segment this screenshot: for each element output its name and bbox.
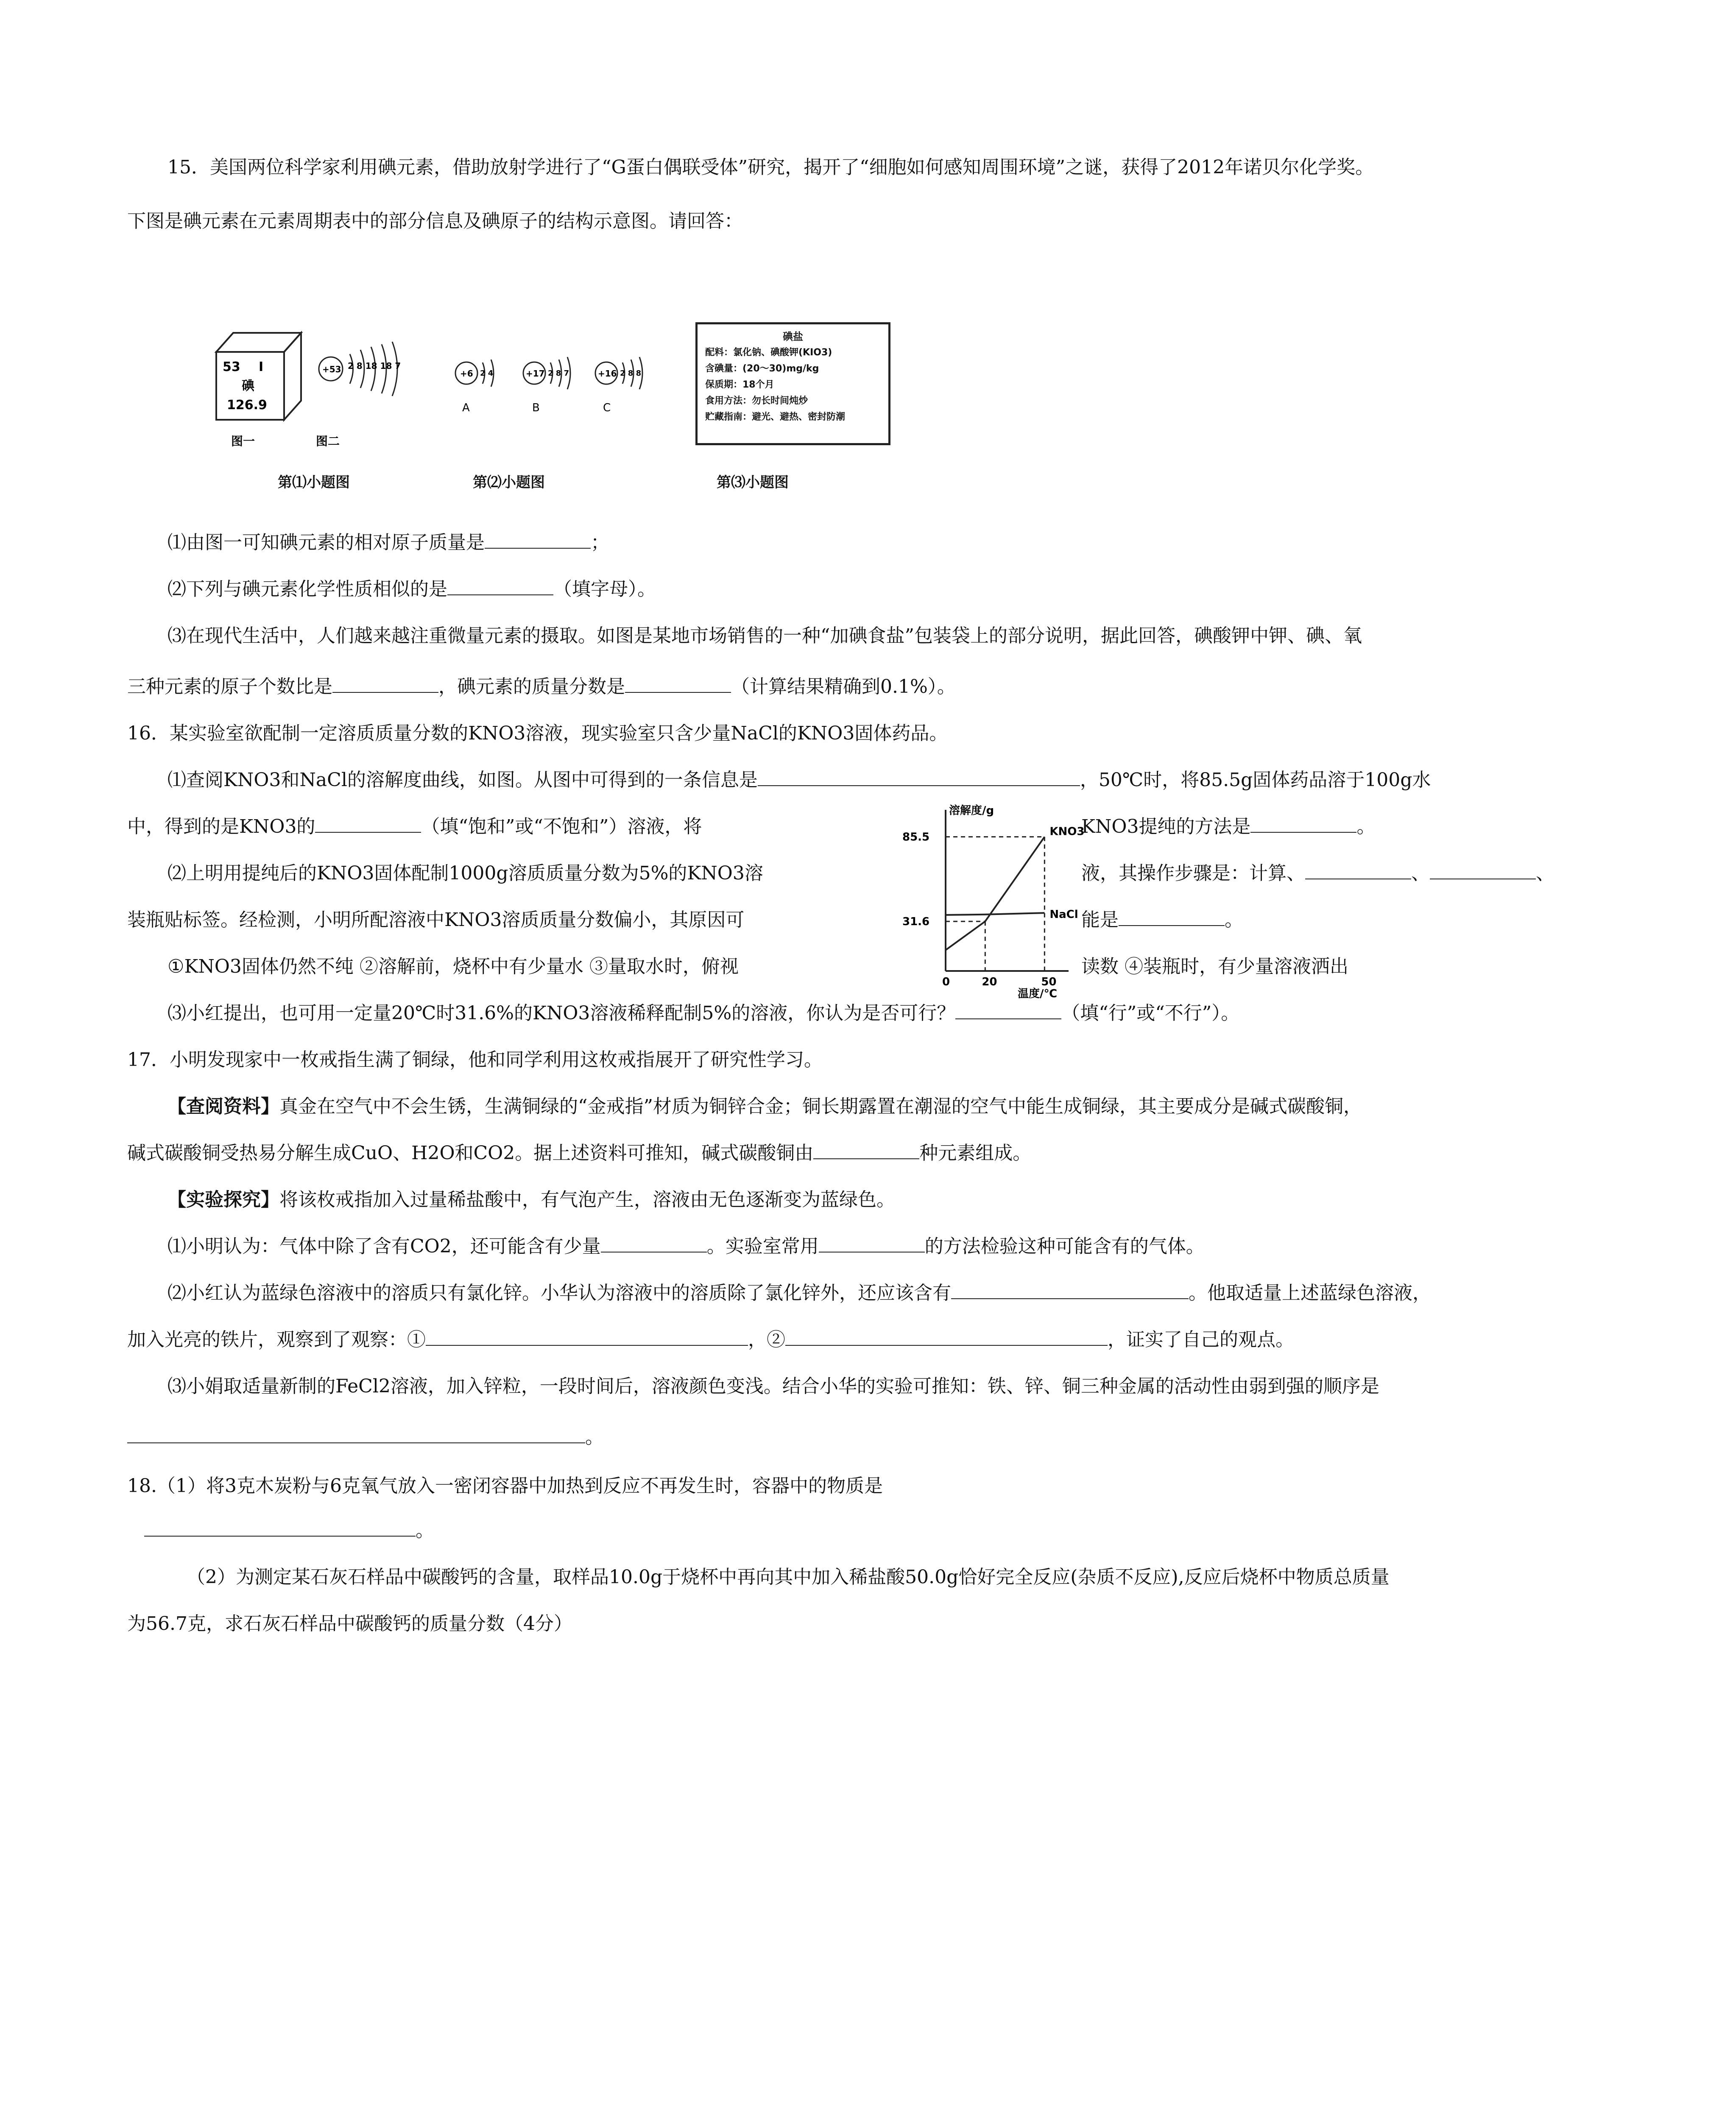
x-tick-label: 20: [982, 976, 997, 988]
solubility-chart: [899, 801, 1085, 1005]
atom-b-nucleus: +17: [526, 368, 545, 379]
fig-label-2: 图二: [316, 434, 340, 448]
x-axis-label: 温度/℃: [1018, 987, 1057, 1000]
q16-intro: 16．某实验室欲配制一定溶质质量分数的KNO3溶液，现实验室只含少量NaCl的KNO3固体药品。: [127, 722, 948, 744]
answer-blank[interactable]: [819, 1234, 925, 1252]
q15-part3-line2: 三种元素的原子个数比是 ，碘元素的质量分数是 （计算结果精确到0.1%）。: [127, 674, 956, 700]
q15-part3-line1: ⑶在现代生活中，人们越来越注重微量元素的摄取。如图是某地市场销售的一种“加碘食盐”包装袋上的部分说明，据此回答，碘酸钾中钾、碘、氧: [167, 625, 1362, 647]
iodine-figure-1: [208, 322, 428, 462]
salt-label-line: 配料：氯化钠、碘酸钾(KIO3): [705, 347, 832, 358]
atom-a-nucleus: +6: [460, 368, 473, 379]
atom-b-label: B: [532, 402, 540, 414]
x-tick-label: 0: [942, 976, 950, 988]
atom-c-nucleus: +16: [598, 368, 617, 379]
q16-part2-line1: ⑵上明用提纯后的KNO3固体配制1000g溶质质量分数为5%的KNO3溶: [167, 862, 763, 884]
q18-part2-line2: 为56.7克，求石灰石样品中碳酸钙的质量分数（4分）: [127, 1613, 572, 1635]
series-line-nacl: [946, 913, 1044, 915]
answer-blank[interactable]: [1430, 861, 1536, 879]
answer-blank[interactable]: [127, 1425, 585, 1443]
answer-blank[interactable]: [1305, 861, 1411, 879]
atom-c-label: C: [603, 402, 611, 414]
answer-blank[interactable]: [426, 1327, 748, 1346]
chart-axes: [902, 804, 1069, 1000]
answer-blank[interactable]: [1119, 907, 1225, 926]
caption-1: 第⑴小题图: [278, 474, 350, 491]
salt-label-line: 含碘量：(20～30)mg/kg: [705, 363, 819, 374]
q17-part3: ⑶小娟取适量新制的FeCl2溶液，加入锌粒，一段时间后，溶液颜色变浅。结合小华的实验可推知：铁、锌、铜三种金属的活动性由弱到强的顺序是: [167, 1375, 1379, 1397]
salt-label-line: 贮藏指南：避光、避热、密封防潮: [705, 412, 846, 422]
answer-blank[interactable]: [955, 1001, 1061, 1019]
series-label: NaCl: [1049, 908, 1078, 921]
q17-ref-line2: 碱式碳酸铜受热易分解生成CuO、H2O和CO2。据上述资料可推知，碱式碳酸铜由 种元素组成。: [127, 1141, 1031, 1166]
chart-marks: [946, 826, 1084, 950]
answer-blank[interactable]: [315, 814, 421, 833]
q16-part2-line2b: 能是 。: [1081, 907, 1243, 933]
caption-3: 第⑶小题图: [717, 474, 789, 491]
answer-blank[interactable]: [785, 1327, 1108, 1346]
element-name: 碘: [242, 379, 254, 393]
q15-part2: ⑵下列与碘元素化学性质相似的是 （填字母）。: [167, 577, 656, 602]
q15-line2: 下图是碘元素在元素周期表中的部分信息及碘原子的结构示意图。请回答：: [127, 210, 743, 232]
q17-exp: 【实验探究】将该枚戒指加入过量稀盐酸中，有气泡产生，溶液由无色逐渐变为蓝绿色。: [167, 1189, 895, 1211]
iodine-nucleus: +53: [322, 364, 341, 374]
answer-blank[interactable]: [485, 530, 591, 549]
element-symbol: I: [259, 360, 264, 374]
fig-label-1: 图一: [231, 434, 255, 448]
y-tick-label: 31.6: [902, 915, 930, 929]
salt-label-line: 保质期：18个月: [705, 379, 774, 390]
q16-options-b: 读数 ④装瓶时，有少量溶液洒出: [1081, 956, 1348, 977]
q18-part2-line1: （2）为测定某石灰石样品中碳酸钙的含量，取样品10.0g于烧杯中再向其中加入稀盐酸50.0g恰好完全反应(杂质不反应),反应后烧杯中物质总质量: [187, 1566, 1390, 1588]
atom-b-shells: 2 8 7: [548, 369, 569, 378]
answer-blank[interactable]: [332, 674, 438, 693]
y-axis-label: 溶解度/g: [949, 804, 994, 817]
answer-blank[interactable]: [813, 1141, 919, 1159]
x-tick-label: 50: [1041, 976, 1057, 988]
series-line-kno3: [946, 837, 1044, 950]
answer-blank[interactable]: [951, 1280, 1189, 1299]
q17-intro: 17．小明发现家中一枚戒指生满了铜绿，他和同学利用这枚戒指展开了研究性学习。: [127, 1049, 823, 1071]
q15-line1: 15．美国两位科学家利用碘元素，借助放射学进行了“G蛋白偶联受体”研究，揭开了“细胞如何感知周围环境”之谜，获得了2012年诺贝尔化学奖。: [167, 156, 1374, 178]
q16-options-a: ①KNO3固体仍然不纯 ②溶解前，烧杯中有少量水 ③量取水时，俯视: [167, 956, 739, 977]
q16-part1-line2: 中，得到的是KNO3的 （填“饱和”或“不饱和”）溶液，将: [127, 814, 702, 840]
salt-label-line: 食用方法：勿长时间炖炒: [705, 396, 808, 406]
q15-part1: ⑴由图一可知碘元素的相对原子质量是 ；: [167, 530, 609, 555]
series-label: KNO3: [1049, 825, 1085, 838]
atom-c-shells: 2 8 8: [620, 369, 642, 378]
answer-blank[interactable]: [601, 1234, 707, 1252]
q17-ref-line1: 【查阅资料】真金在空气中不会生锈，生满铜绿的“金戒指”材质为铜锌合金；铜长期露置在潮湿的空气中能生成铜绿，其主要成分是碱式碳酸铜，: [167, 1096, 1362, 1117]
answer-blank[interactable]: [1250, 814, 1356, 833]
q18-part1-answer: 。: [144, 1518, 434, 1543]
atom-a-label: A: [462, 402, 470, 414]
answer-blank[interactable]: [447, 577, 553, 595]
q17-part2-line1: ⑵小红认为蓝绿色溶液中的溶质只有氯化锌。小华认为溶液中的溶质除了氯化锌外，还应该含有 。他取适量上述蓝绿色溶液，: [167, 1280, 1431, 1306]
q16-part2-line2: 装瓶贴标签。经检测，小明所配溶液中KNO3溶质质量分数偏小，其原因可: [127, 909, 745, 931]
salt-label-title: 碘盐: [783, 331, 803, 343]
q16-part3: ⑶小红提出，也可用一定量20℃时31.6%的KNO3溶液稀释配制5%的溶液，你认为是否可行？ （填“行”或“不行”）。: [167, 1001, 1239, 1026]
q16-part1-line1: ⑴查阅KNO3和NaCl的溶解度曲线，如图。从图中可得到的一条信息是 ，50℃时，将85.5g固体药品溶于100g水: [167, 767, 1431, 793]
atomic-number: 53: [223, 360, 240, 374]
answer-blank[interactable]: [758, 767, 1080, 786]
q17-part1: ⑴小明认为：气体中除了含有CO2，还可能含有少量 。实验室常用 的方法检验这种可能含有的气体。: [167, 1234, 1205, 1259]
iodine-shells: 2 8 18 18 7: [348, 361, 401, 371]
caption-2: 第⑵小题图: [473, 474, 545, 491]
q17-part2-line2: 加入光亮的铁片，观察到了观察：① ，② ，证实了自己的观点。: [127, 1327, 1294, 1353]
answer-blank[interactable]: [625, 674, 731, 693]
atomic-mass: 126.9: [227, 398, 267, 413]
salt-label-figure-3: [695, 322, 890, 445]
atom-structures-figure-2: [449, 339, 670, 432]
atom-a-shells: 2 4: [480, 369, 494, 378]
q16-part1-line2b: KNO3提纯的方法是 。: [1081, 814, 1375, 840]
answer-blank[interactable]: [144, 1518, 416, 1537]
q16-part2-line1b: 液，其操作步骤是：计算、 、 、: [1081, 861, 1555, 886]
y-tick-label: 85.5: [902, 831, 930, 844]
q17-part3-answer: 。: [127, 1425, 604, 1450]
q18-part1: 18.（1）将3克木炭粉与6克氧气放入一密闭容器中加热到反应不再发生时，容器中的物质是: [127, 1475, 883, 1497]
